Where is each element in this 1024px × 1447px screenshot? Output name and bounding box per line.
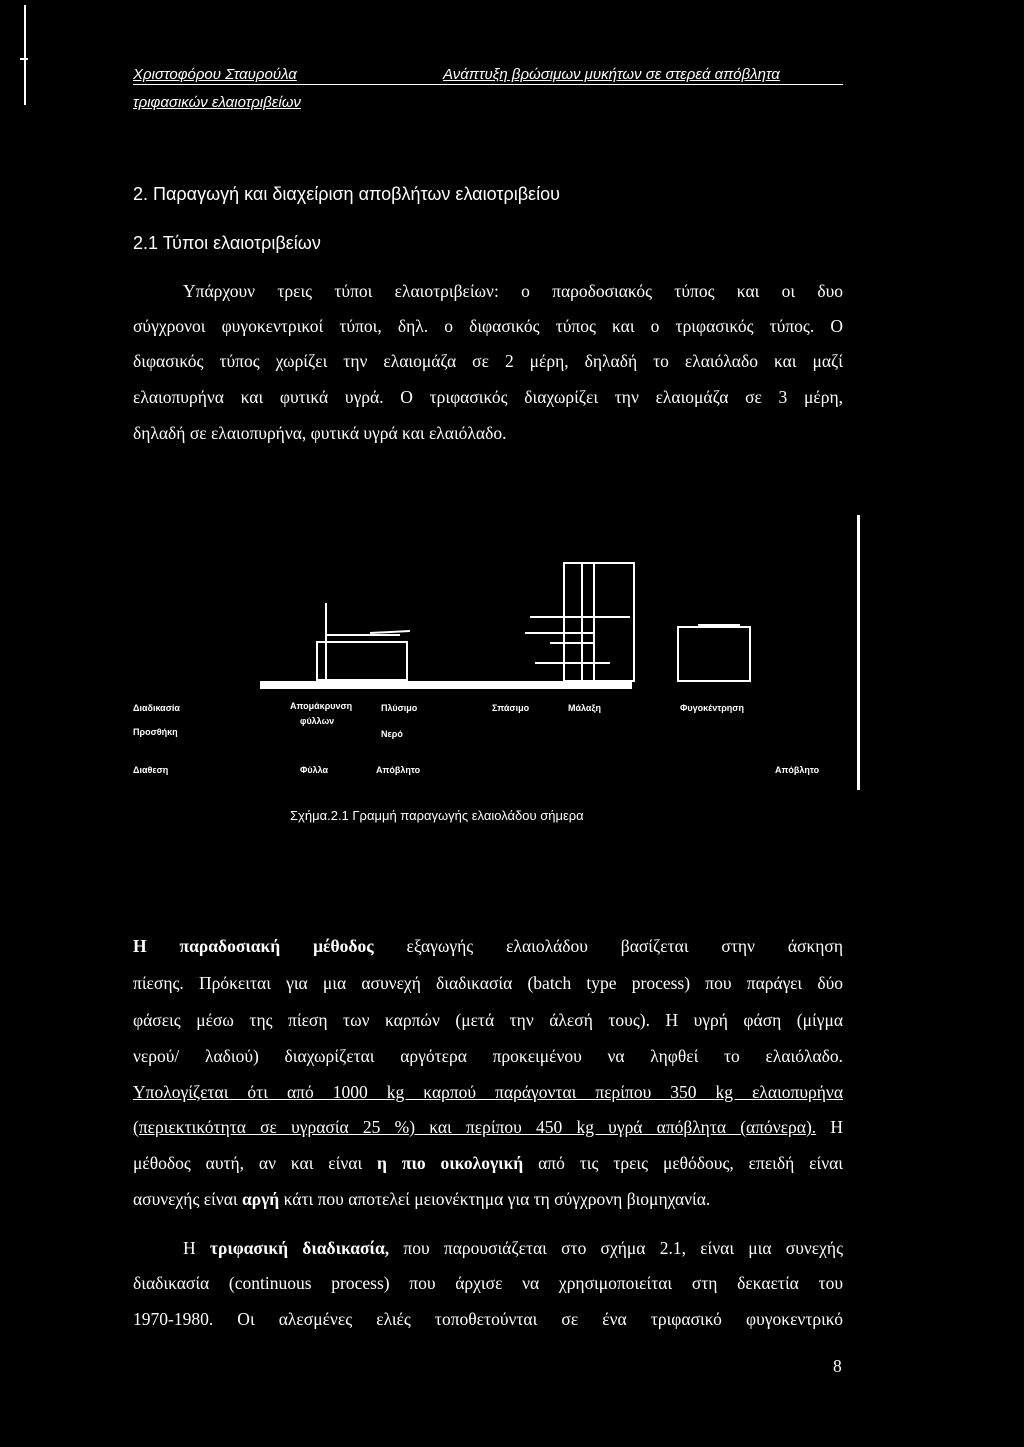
production-line-diagram [250, 555, 770, 695]
header-title-line2: τριφασικών ελαιοτριβείων [133, 94, 301, 111]
para2-line6-rest: Η [830, 1117, 844, 1137]
para2-line7-a: μέθοδος αυτή, αν και είναι [133, 1153, 363, 1173]
para3-line1 [183, 1238, 843, 1259]
margin-tick [20, 58, 28, 60]
label-waste-1: Απόβλητο [376, 765, 421, 775]
para2-line3: φάσεις μέσω της πίεση των καρπών (μετά την άλεσή τους). Η υγρή φάση (μίγμα [133, 1010, 843, 1030]
para2-line1 [133, 936, 843, 957]
diagram-washer [317, 642, 407, 680]
para2-line7 [133, 1153, 843, 1174]
label-centrifugation: Φυγοκέντρηση [680, 703, 744, 713]
label-washing: Πλύσιμο [381, 703, 418, 713]
header-title-line1: Ανάπτυξη βρώσιμων μυκήτων σε στερεά απόβλητα [443, 66, 780, 83]
para2-line8-b: κάτι που αποτελεί μειονέκτημα για τη σύγχρονη βιομηχανία. [283, 1189, 711, 1209]
page-number: 8 [833, 1356, 842, 1376]
para2-line8-a: ασυνεχής είναι [133, 1189, 238, 1209]
label-malaxing: Μάλαξη [568, 703, 601, 713]
para2-bold-ecological: η πιο οικολογική [377, 1153, 524, 1173]
label-leaves-out: Φύλλα [300, 765, 329, 775]
para2-line7-b: από τις τρεις μεθόδους, επειδή είναι [538, 1153, 844, 1173]
subsection-title: 2.1 Τύποι ελαιοτριβείων [133, 233, 321, 253]
para2-line2: πίεσης. Πρόκειται για μια ασυνεχή διαδικασία (batch type process) που παράγει δύο [133, 973, 843, 993]
para1-line2: σύγχρονοι φυγοκεντρικοί τύποι, δηλ. ο διφασικός τύπος και ο τριφασικός τύπος. Ο [133, 316, 843, 336]
label-leaf-removal: Απομάκρυνση [290, 701, 353, 711]
para2-line6 [133, 1117, 843, 1138]
para2-line5: Υπολογίζεται ότι από 1000 kg καρπού παράγονται περίπου 350 kg ελαιοπυρήνα [133, 1082, 843, 1102]
para3-line3: 1970-1980. Οι αλεσμένες ελιές τοποθετούνται σε ένα τριφασικό φυγοκεντρικό [133, 1309, 843, 1329]
para3-line1-b: που παρουσιάζεται στο σχήμα 2.1, είναι μια συνεχής [403, 1238, 844, 1258]
para2-underlined: (περιεκτικότητα σε υγρασία 25 %) και περίπου 450 kg υγρά απόβλητα (απόνερα). [133, 1117, 817, 1137]
margin-line [24, 5, 26, 105]
para2-bold-method: Η παραδοσιακή μέθοδος [133, 936, 374, 956]
figure-caption: Σχήμα.2.1 Γραμμή παραγωγής ελαιολάδου σήμερα [290, 808, 584, 823]
para2-line8 [133, 1189, 843, 1210]
header-rule [133, 84, 843, 85]
figure-right-border [857, 515, 860, 790]
para3-line2: διαδικασία (continuous process) που άρχισε να χρησιμοποιείται στη δεκαετία του [133, 1273, 843, 1293]
diagram-base [260, 681, 632, 689]
para1-line1: Υπάρχουν τρεις τύποι ελαιοτριβείων: ο παροδοσιακός τύπος και οι δυο [183, 281, 843, 301]
para3-line1-a: Η [183, 1238, 196, 1258]
header-author: Χριστοφόρου Σταυρούλα [133, 66, 297, 83]
label-waste-2: Απόβλητο [775, 765, 820, 775]
label-water: Νερό [381, 729, 403, 739]
label-addition: Προσθήκη [133, 727, 178, 737]
para1-line5: δηλαδή σε ελαιοπυρήνα, φυτικά υγρά και ελαιόλαδο. [133, 423, 507, 443]
label-disposal: Διαθεση [133, 765, 169, 775]
section-title: 2. Παραγωγή και διαχείριση αποβλήτων ελαιοτριβείου [133, 184, 560, 204]
para2-line4: νερού/ λαδιού) διαχωρίζεται αργότερα προκειμένου να ληφθεί το ελαιόλαδο. [133, 1046, 843, 1066]
label-crushing: Σπάσιμο [492, 703, 530, 713]
para2-bold-slow: αργή [241, 1189, 280, 1209]
para1-line3: διφασικός τύπος χωρίζει την ελαιομάζα σε 2 μέρη, δηλαδή το ελαιόλαδο και μαζί [133, 351, 843, 371]
para2-line1-rest: εξαγωγής ελαιολάδου βασίζεται στην άσκηση [406, 936, 844, 956]
diagram-centrifuge [678, 627, 750, 681]
label-process: Διαδικασία [133, 703, 180, 713]
label-leaves: φύλλων [300, 716, 335, 726]
para3-bold-threephase: τριφασική διαδικασία, [209, 1238, 390, 1258]
para1-line4: ελαιοπυρήνα και φυτικά υγρά. Ο τριφασικός διαχωρίζει την ελαιομάζα σε 3 μέρη, [133, 387, 843, 407]
